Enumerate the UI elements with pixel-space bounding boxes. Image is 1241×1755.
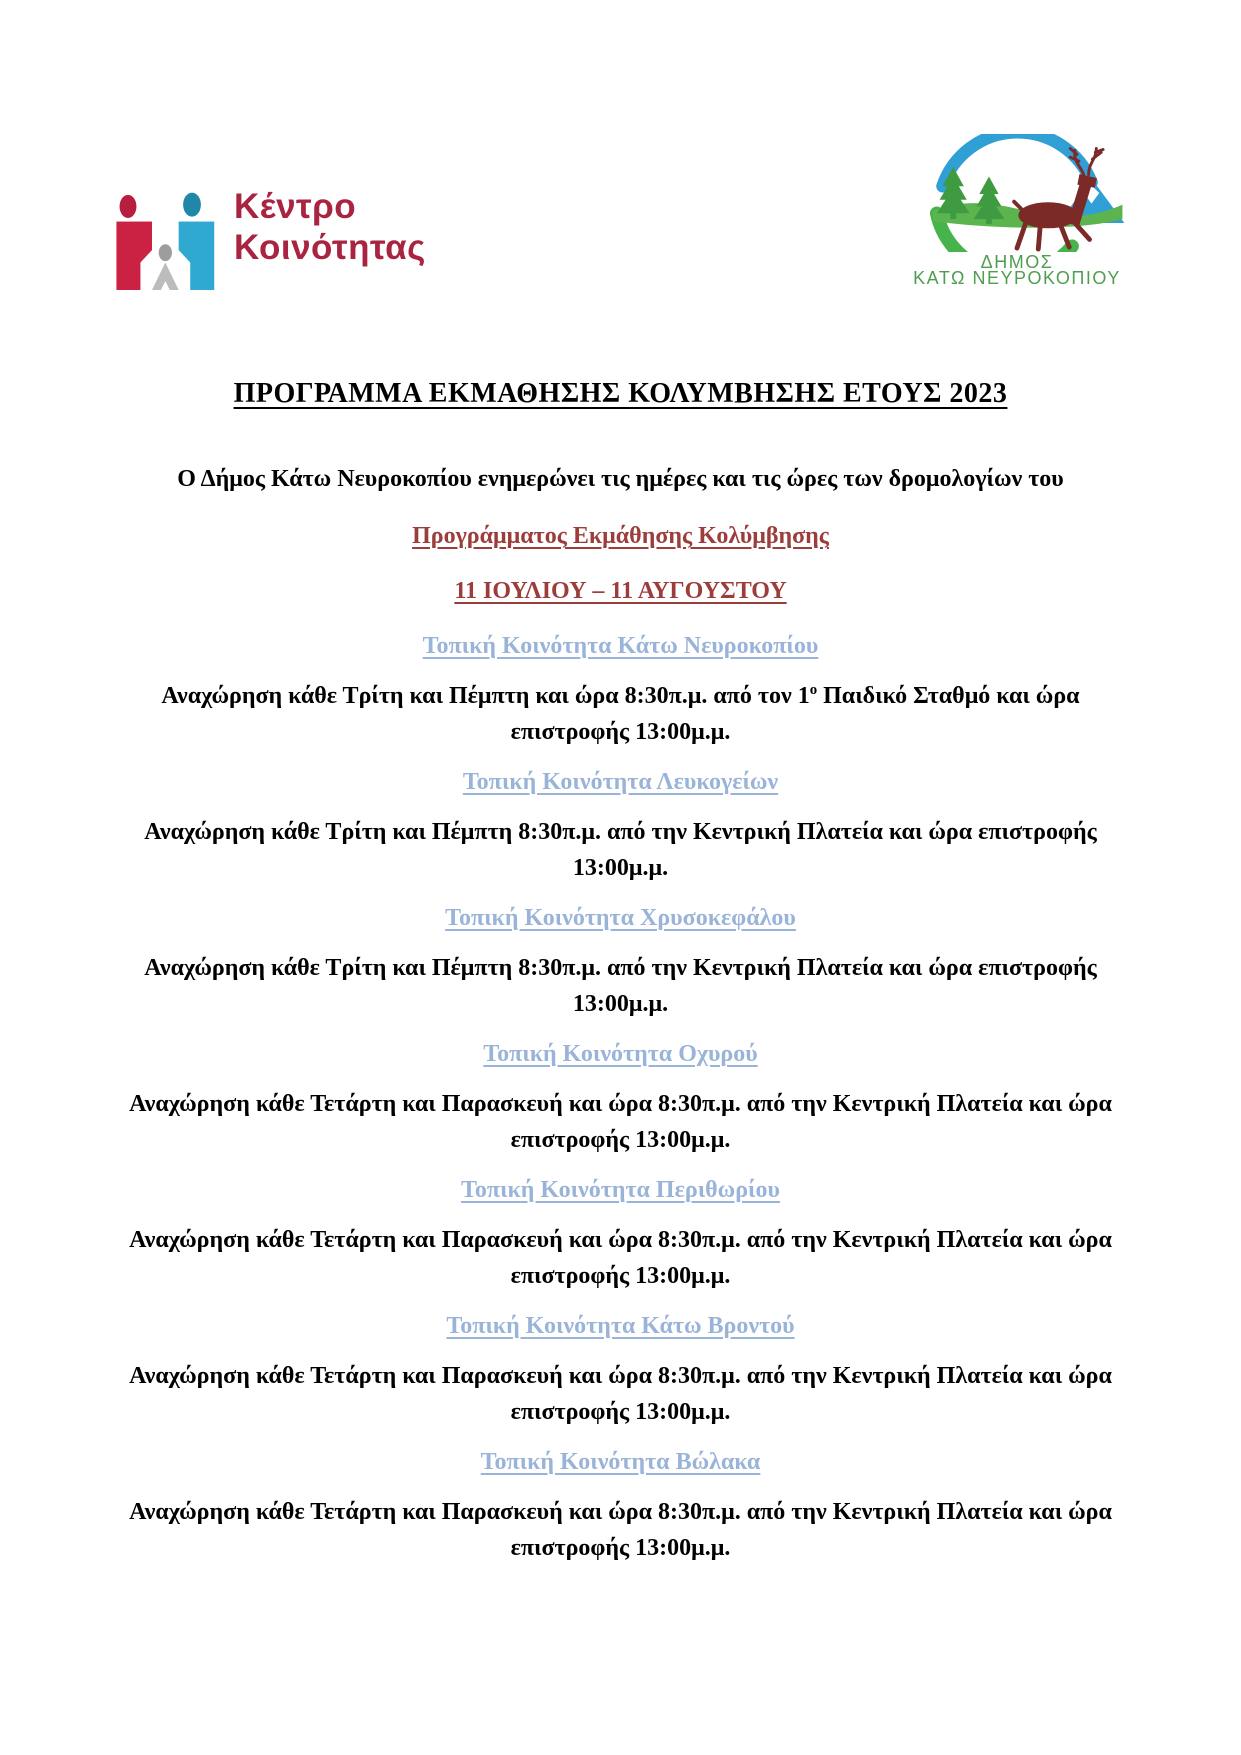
- document-content: [116, 378, 1125, 1582]
- community-heading: Τοπική Κοινότητα Βώλακα: [480, 1449, 761, 1475]
- community-schedule: Αναχώρηση κάθε Τρίτη και Πέμπτη και ώρα 8:30π.μ. από τον $1^o$ Παιδικό Σταθμό και ώρα επιστροφής 13:00μ.μ.: [161, 682, 1080, 745]
- community-heading: Τοπική Κοινότητα Περιθωρίου: [461, 1177, 780, 1203]
- community-heading: Τοπική Κοινότητα Χρυσοκεφάλου: [445, 905, 796, 931]
- kato-nevrokopiou-line: ΚΑΤΩ ΝΕΥΡΟΚΟΠΙΟΥ: [913, 268, 1121, 288]
- community-schedule: Αναχώρηση κάθε Τετάρτη και Παρασκευή και ώρα 8:30π.μ. από την Κεντρική Πλατεία και ώρα επιστροφής 13:00μ.μ.: [129, 1499, 1112, 1561]
- community-heading: Τοπική Κοινότητα Λευκογείων: [462, 769, 779, 795]
- community-section: [116, 1446, 1125, 1566]
- community-section: [116, 1038, 1125, 1158]
- community-section: [116, 902, 1125, 1022]
- kentro-koinotitas-logo: [102, 170, 426, 290]
- dimos-line: ΔΗΜΟΣ: [980, 252, 1054, 272]
- date-range-heading: 11 ΙΟΥΛΙΟΥ – 11 ΑΥΓΟΥΣΤΟΥ: [454, 578, 787, 604]
- community-section: [116, 1174, 1125, 1294]
- community-schedule: Αναχώρηση κάθε Τετάρτη και Παρασκευή και ώρα 8:30π.μ. από την Κεντρική Πλατεία και ώρα επιστροφής 13:00μ.μ.: [129, 1227, 1112, 1289]
- community-section: [116, 766, 1125, 886]
- deer-forest-mountain-icon: [894, 134, 1140, 252]
- kentro-koinotitas-wordmark: [234, 186, 426, 268]
- community-sections: [116, 630, 1125, 1566]
- municipality-logo: [889, 134, 1145, 286]
- community-heading: Τοπική Κοινότητα Οχυρού: [483, 1041, 758, 1067]
- community-schedule: Αναχώρηση κάθε Τετάρτη και Παρασκευή και ώρα 8:30π.μ. από την Κεντρική Πλατεία και ώρα επιστροφής 13:00μ.μ.: [129, 1363, 1112, 1425]
- community-heading: Τοπική Κοινότητα Κάτω Νευροκοπίου: [422, 633, 819, 659]
- family-figures-icon: [102, 170, 218, 290]
- municipality-wordmark: [889, 254, 1145, 286]
- kentro-line: Κέντρο: [234, 187, 357, 226]
- program-heading: Προγράμματος Εκμάθησης Κολύμβησης: [412, 523, 829, 549]
- community-schedule: Αναχώρηση κάθε Τετάρτη και Παρασκευή και ώρα 8:30π.μ. από την Κεντρική Πλατεία και ώρα επιστροφής 13:00μ.μ.: [129, 1091, 1112, 1153]
- koinotitas-line: Κοινότητας: [234, 228, 426, 267]
- intro-paragraph: Ο Δήμος Κάτω Νευροκοπίου ενημερώνει τις ημέρες και τις ώρες των δρομολογίων του: [177, 466, 1064, 492]
- community-section: [116, 1310, 1125, 1430]
- page-title: ΠΡΟΓΡΑΜΜΑ ΕΚΜΑΘΗΣΗΣ ΚΟΛΥΜΒΗΣΗΣ ΕΤΟΥΣ 2023: [233, 378, 1008, 409]
- community-schedule: Αναχώρηση κάθε Τρίτη και Πέμπτη 8:30π.μ. από την Κεντρική Πλατεία και ώρα επιστροφής 13:00μ.μ.: [144, 955, 1097, 1017]
- community-heading: Τοπική Κοινότητα Κάτω Βροντού: [446, 1313, 795, 1339]
- community-section: [116, 630, 1125, 750]
- community-schedule: Αναχώρηση κάθε Τρίτη και Πέμπτη 8:30π.μ. από την Κεντρική Πλατεία και ώρα επιστροφής 13:00μ.μ.: [144, 819, 1097, 881]
